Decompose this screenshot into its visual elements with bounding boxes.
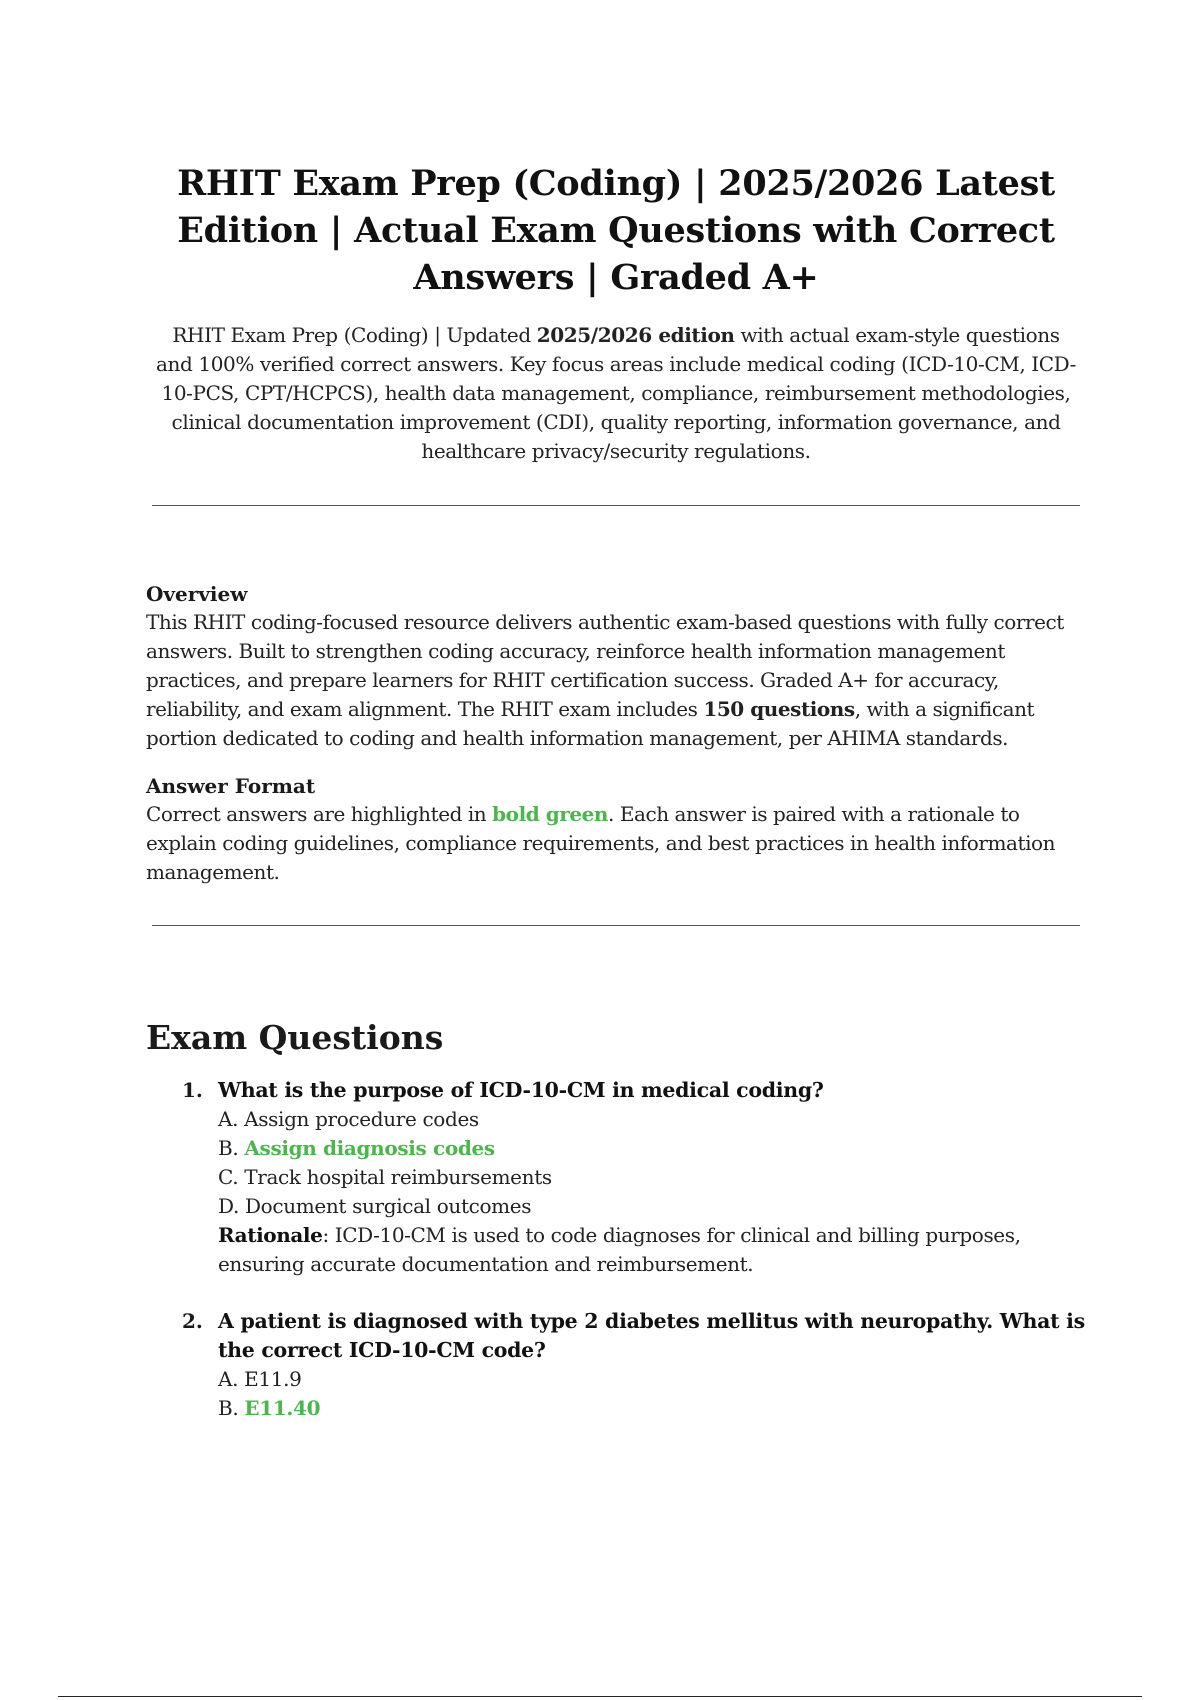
rationale-label: Rationale <box>218 1223 323 1247</box>
overview-question-count: 150 questions <box>703 697 855 721</box>
question-item-2 <box>146 1307 1086 1423</box>
answer-option-b-correct <box>218 1134 1086 1163</box>
option-text: Assign procedure codes <box>244 1107 479 1131</box>
answer-format-text-end: . Each answer is paired with a rationale to explain coding guidelines, compliance requirements, and best practices in health information management. <box>146 802 1056 884</box>
question-text: A patient is diagnosed with type 2 diabetes mellitus with neuropathy. What is the correct ICD-10-CM code? <box>218 1309 1085 1362</box>
document-page <box>146 160 1086 1420</box>
rationale-text: : ICD-10-CM is used to code diagnoses for clinical and billing purposes, ensuring accurate documentation and reimbursement. <box>218 1223 1021 1276</box>
subtitle-text-end: with actual exam-style questions and 100% verified correct answers. Key focus areas include medical coding (ICD-10-CM, ICD-10-PCS, CPT/HCPCS), health data management, compliance, reimbursement methodologies, clinical documentation improvement (CDI), quality reporting, information governance, and healthcare privacy/security regulations. <box>156 323 1077 463</box>
page-bottom-rule <box>58 1696 1142 1697</box>
option-text: E11.9 <box>244 1367 302 1391</box>
answer-option-b-correct <box>218 1394 1086 1423</box>
question-list <box>146 1076 1086 1423</box>
question-number: 1. <box>182 1078 203 1102</box>
answer-format-heading: Answer Format <box>146 774 316 798</box>
answer-option-d <box>218 1192 1086 1221</box>
correct-answer-text: E11.40 <box>244 1396 321 1420</box>
option-letter: B. <box>218 1136 245 1160</box>
option-text: Track hospital reimbursements <box>244 1165 552 1189</box>
divider-middle <box>152 925 1080 926</box>
answer-format-text-start: Correct answers are highlighted in <box>146 802 493 826</box>
subtitle-edition-bold: 2025/2026 edition <box>536 323 735 347</box>
exam-questions-section <box>146 1018 1086 1451</box>
option-letter: A. <box>218 1367 245 1391</box>
overview-paragraph <box>146 608 1086 753</box>
answer-option-a <box>218 1105 1086 1134</box>
answer-option-c <box>218 1163 1086 1192</box>
option-text: Document surgical outcomes <box>245 1194 532 1218</box>
document-subtitle <box>156 321 1076 466</box>
answer-option-a <box>218 1365 1086 1394</box>
subtitle-text-start: RHIT Exam Prep (Coding) | Updated <box>172 323 537 347</box>
option-letter: A. <box>218 1107 245 1131</box>
correct-answer-text: Assign diagnosis codes <box>244 1136 495 1160</box>
overview-text-end: , with a significant portion dedicated to coding and health information management, per AHIMA standards. <box>146 697 1035 750</box>
option-letter: D. <box>218 1194 245 1218</box>
answer-format-green-sample: bold green <box>492 802 609 826</box>
question-rationale <box>218 1221 1086 1279</box>
answer-format-section <box>146 772 1086 887</box>
overview-section <box>146 580 1086 753</box>
overview-heading: Overview <box>146 582 248 606</box>
option-letter: B. <box>218 1396 245 1420</box>
question-number: 2. <box>182 1309 203 1333</box>
question-item-1 <box>146 1076 1086 1279</box>
document-title: RHIT Exam Prep (Coding) | 2025/2026 Latest Edition | Actual Exam Questions with Correct Answers | Graded A+ <box>177 163 1055 298</box>
overview-text-start: This RHIT coding-focused resource delivers authentic exam-based questions with fully correct answers. Built to strengthen coding accuracy, reinforce health information management practices, and prepare learners for RHIT certification success. Graded A+ for accuracy, reliability, and exam alignment. The RHIT exam includes <box>146 610 1064 721</box>
exam-questions-heading: Exam Questions <box>146 1018 444 1057</box>
answer-format-paragraph <box>146 800 1086 887</box>
question-text: What is the purpose of ICD-10-CM in medical coding? <box>218 1078 824 1102</box>
option-letter: C. <box>218 1165 245 1189</box>
divider-top <box>152 505 1080 506</box>
